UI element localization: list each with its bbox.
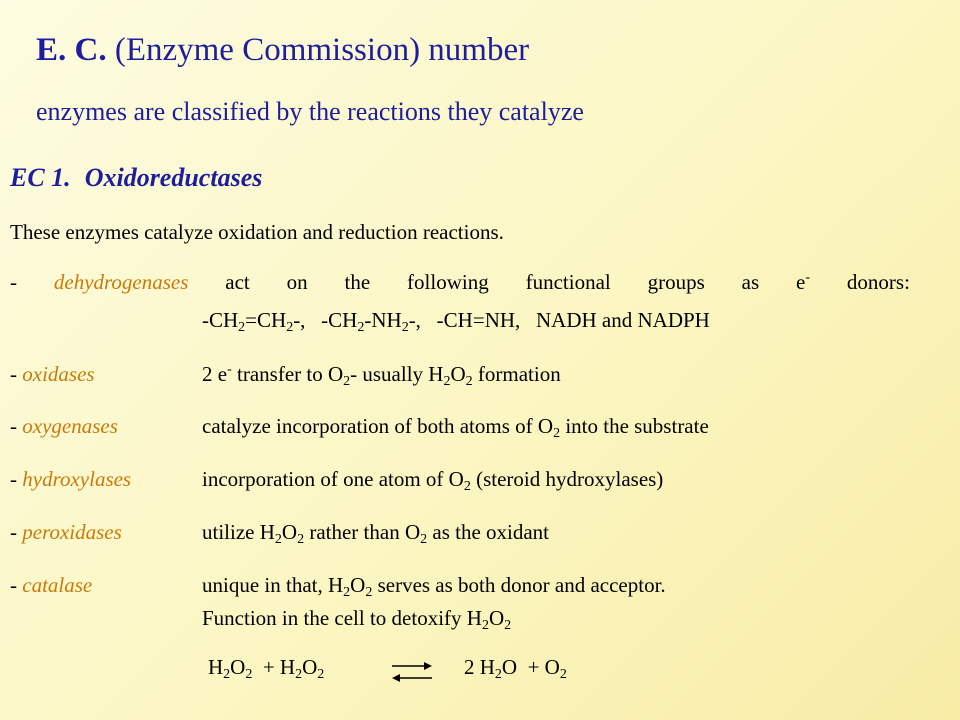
word: on bbox=[286, 270, 308, 294]
dehydrogenases-dash: - bbox=[10, 270, 17, 294]
electron: e- bbox=[796, 270, 811, 294]
word: groups bbox=[647, 270, 705, 294]
hydroxylases-desc: incorporation of one atom of $O_2$ (steroid hydroxylases) bbox=[202, 467, 664, 494]
catalase-desc-line2: Function in the cell to detoxify $H_2O_2$ bbox=[202, 606, 512, 633]
catalase-desc-line1: unique in that, $H_2O_2$ serves as both donor and acceptor. bbox=[202, 573, 666, 600]
reaction-equation-right: 2 $H_2O + O_2$ bbox=[464, 655, 567, 682]
intro-text: These enzymes catalyze oxidation and reduction reactions. bbox=[10, 220, 504, 244]
heading-number: EC 1. bbox=[10, 163, 71, 192]
dehydrogenases-row bbox=[10, 270, 910, 295]
dehydrogenases-groups: $-CH_2=CH_2-$, $-CH_2-NH_2-$, -CH=NH, NADH and NADPH bbox=[202, 308, 710, 335]
section-heading bbox=[10, 163, 262, 193]
dehydrogenases-term: dehydrogenases bbox=[53, 270, 189, 294]
word: following bbox=[407, 270, 489, 294]
word: as bbox=[741, 270, 760, 294]
catalase-label: - catalase bbox=[10, 573, 93, 597]
word: act bbox=[225, 270, 250, 294]
word: functional bbox=[525, 270, 611, 294]
peroxidases-label: - peroxidases bbox=[10, 520, 122, 544]
reaction-equation-left: $H_2O_2 + H_2O_2$ bbox=[208, 655, 325, 682]
peroxidases-desc: utilize $H_2O_2$ rather than $O_2$ as the oxidant bbox=[202, 520, 550, 547]
peroxidases-term: peroxidases bbox=[22, 520, 122, 544]
oxygenases-desc: catalyze incorporation of both atoms of $O_2$ into the substrate bbox=[202, 414, 709, 441]
heading-name: Oxidoreductases bbox=[84, 163, 263, 192]
hydroxylases-term: hydroxylases bbox=[22, 467, 132, 491]
oxidases-desc: 2 e- transfer to $O_2-$ usually $H_2O_2$ formation bbox=[202, 362, 561, 389]
word: donors: bbox=[846, 270, 910, 294]
title-prefix: E. C. bbox=[36, 32, 107, 68]
oxidases-label: - oxidases bbox=[10, 362, 95, 386]
oxygenases-label: - oxygenases bbox=[10, 414, 118, 438]
slide-title bbox=[36, 32, 529, 69]
slide-subtitle: enzymes are classified by the reactions they catalyze bbox=[36, 97, 584, 126]
oxygenases-term: oxygenases bbox=[22, 414, 118, 438]
oxidases-term: oxidases bbox=[22, 362, 95, 386]
equilibrium-arrows-icon bbox=[388, 658, 436, 686]
title-rest: (Enzyme Commission) number bbox=[114, 32, 530, 68]
catalase-term: catalase bbox=[22, 573, 93, 597]
word: the bbox=[344, 270, 371, 294]
hydroxylases-label: - hydroxylases bbox=[10, 467, 132, 491]
